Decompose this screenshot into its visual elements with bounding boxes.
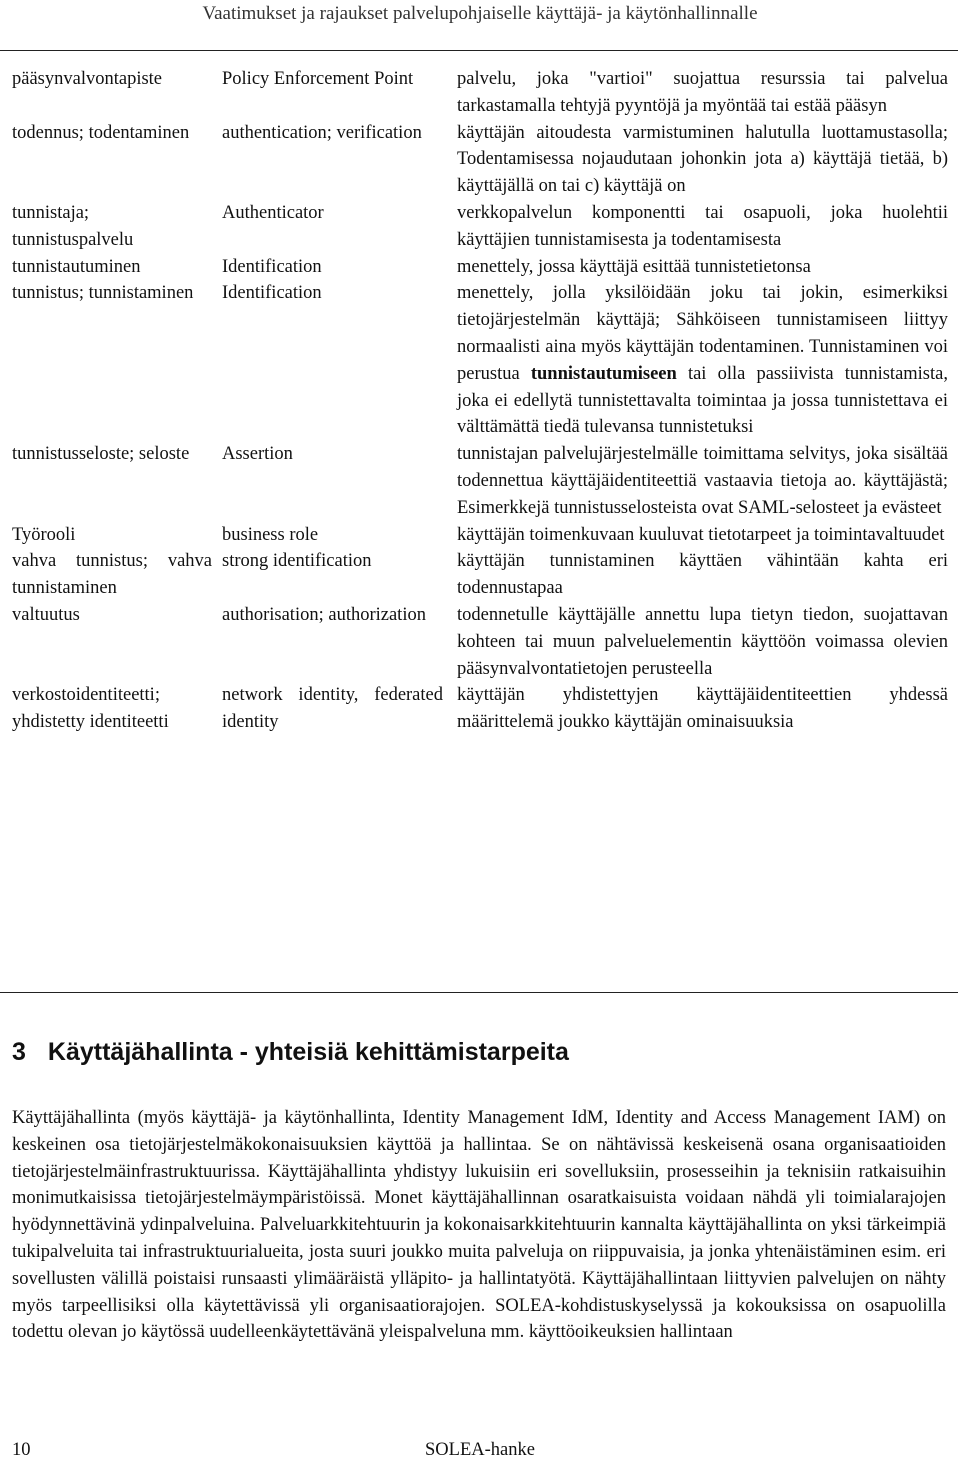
finnish-term: verkostoidentiteetti; yhdistetty identiteetti xyxy=(12,685,169,733)
english-term: network identity, federated identity xyxy=(222,685,443,733)
finnish-term: tunnistautuminen xyxy=(12,256,141,277)
body-paragraph: Käyttäjähallinta (myös käyttäjä- ja käytönhallinta, Identity Management IdM, Identity and Access Management IAM) on keskeinen osa tietojärjestelmäkokonaisuuksien käyttöä ja hallintaa. Se on nähtävissä keskeisenä osana organisaatioiden tietojärjestelmäinfrastruktuurissa. Käyttäjähallinta yhdistyy lukuisiin eri sovelluksiin, prosesseihin ja teknisiin ratkaisuihin monimutkaisissa tietojärjestelmäympäristöissä. Monet käyttäjähallinnan osaratkaisuista voidaan nähdä yli toimialarajojen hyödynnettävinä ydinpalveluina. Palveluarkkitehtuurin ja kokonaisarkkitehtuurin kannalta käyttäjähallinta on yksi tärkeimpiä tukipalveluita tai infrastruktuurialueita, josta suuri joukko muita palveluja on riippuvaisia, ja jonka yhtenäistäminen esim. eri sovellusten välillä poistaisi runsaasti ylimääräistä ylläpito- ja hallintatyötä. Käyttäjähallintaan liittyvien palvelujen on nähty myös tarpeellisiksi olla käytettävissä yli organisaatiorajojen. SOLEA-kohdistuskyselyssä ja kokouksissa on osapuolilla todettu olevan jo käytössä uudelleenkäytettävänä yleispalveluna mm. käyttöoikeuksien hallintaan xyxy=(12,1108,946,1343)
english-term: Policy Enforcement Point xyxy=(222,69,414,89)
term-definition: tunnistajan palvelujärjestelmälle toimittama selvitys, joka sisältää todennettua käyttäjäidentiteettiä vastaavia tietoja ao. käyttäjästä; Esimerkkejä tunnistusselosteista ovat SAML-selosteet ja evästeet xyxy=(457,444,948,518)
table-row xyxy=(12,682,948,736)
table-row xyxy=(12,200,948,254)
term-definition: käyttäjän aitoudesta varmistuminen halutulla luottamustasolla; Todentamisessa nojaudutaan johonkin jota a) käyttäjä tietää, b) käyttäjällä on tai c) käyttäjä on xyxy=(457,122,948,197)
finnish-term: Työrooli xyxy=(12,524,76,545)
english-term: authentication; verification xyxy=(222,122,422,143)
table-row xyxy=(12,254,948,281)
section-number: 3 xyxy=(12,1038,26,1066)
finnish-term: tunnistusseloste; seloste xyxy=(12,444,190,465)
term-definition: käyttäjän tunnistaminen käyttäen vähintään kahta eri todennustapaa xyxy=(457,551,948,599)
term-definition: käyttäjän yhdistettyjen käyttäjäidentiteettien yhdessä määrittelemä joukko käyttäjän ominaisuuksia xyxy=(457,685,948,733)
footer-title: SOLEA-hanke xyxy=(425,1440,535,1460)
finnish-term: todennus; todentaminen xyxy=(12,122,190,143)
english-term: strong identification xyxy=(222,551,372,572)
finnish-term: tunnistaja; tunnistuspalvelu xyxy=(12,202,134,250)
term-definition: verkkopalvelun komponentti tai osapuoli, joka huolehtii käyttäjien tunnistamisesta ja todentamisesta xyxy=(457,202,948,250)
section-heading xyxy=(12,1036,569,1068)
term-definition: todennetulle käyttäjälle annettu lupa tietyn tiedon, suojattavan kohteen tai muun palveluelementin käyttöön voimassa olevien pääsynvalvontatietojen perusteella xyxy=(457,604,948,679)
definition-text: menettely, jolla yksilöidään joku tai jokin, esimerkiksi tietojärjestelmän käyttäjä; Sähköiseen tunnistamiseen liittyy normaalisti aina myös käyttäjän todentaminen. Tunnistaminen voi perustua xyxy=(457,283,948,384)
finnish-term: valtuutus xyxy=(12,604,80,625)
page-number: 10 xyxy=(12,1440,31,1460)
definition-bold-term: tunnistautumiseen xyxy=(530,363,677,384)
definition-text: tai olla passiivista tunnistamista, joka ei edellytä tunnistettavalta toimintaa ja jossa tunnistettava ei välttämättä tiedä tulevansa tunnistetuksi xyxy=(457,363,948,438)
table-row xyxy=(12,280,948,441)
english-term: Identification xyxy=(222,283,322,304)
finnish-term: vahva tunnistus; vahva tunnistaminen xyxy=(12,551,212,599)
finnish-term: tunnistus; tunnistaminen xyxy=(12,283,194,304)
english-term: authorisation; authorization xyxy=(222,604,426,625)
table-row xyxy=(12,120,948,200)
glossary-table xyxy=(12,66,948,736)
table-row xyxy=(12,602,948,682)
english-term: Authenticator xyxy=(222,202,324,223)
table-row xyxy=(12,441,948,521)
running-header: Vaatimukset ja rajaukset palvelupohjaiselle käyttäjä- ja käytönhallinnalle xyxy=(202,3,758,24)
term-definition: menettely, jossa käyttäjä esittää tunnistetietonsa xyxy=(457,256,811,277)
section-title: Käyttäjähallinta - yhteisiä kehittämistarpeita xyxy=(47,1038,569,1066)
term-definition xyxy=(457,280,948,441)
english-term: Identification xyxy=(222,256,322,277)
english-term: Assertion xyxy=(222,444,293,465)
english-term: business role xyxy=(222,524,319,545)
table-row xyxy=(12,548,948,602)
table-row xyxy=(12,522,948,549)
finnish-term: pääsynvalvontapiste xyxy=(12,69,163,89)
term-definition: palvelu, joka "vartioi" suojattua resurssia tai palvelua tarkastamalla tehtyjä pyyntöjä ja myöntää tai estää pääsyn xyxy=(457,69,948,116)
table-row xyxy=(12,66,948,120)
term-definition: käyttäjän toimenkuvaan kuuluvat tietotarpeet ja toimintavaltuudet xyxy=(457,524,945,545)
